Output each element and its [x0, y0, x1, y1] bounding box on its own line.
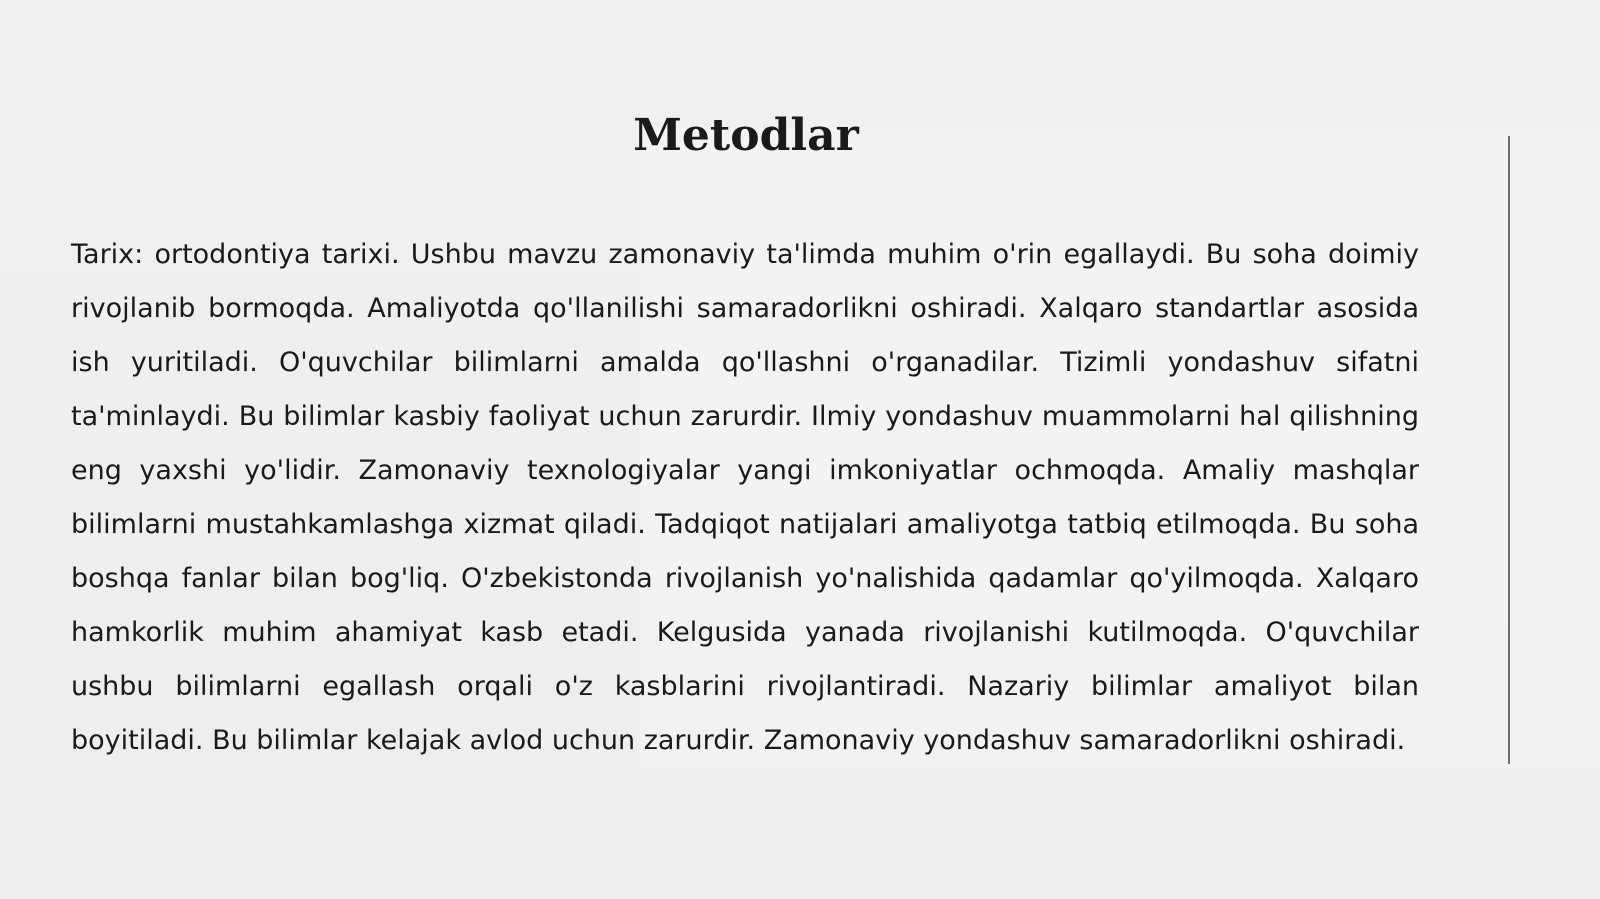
slide-title: Metodlar [633, 110, 859, 161]
vertical-divider [1508, 136, 1510, 764]
slide-body-text: Tarix: ortodontiya tarixi. Ushbu mavzu zamonaviy ta'limda muhim o'rin egallaydi. Bu soha doimiy rivojlanib bormoqda. Amaliyotda qo'llanilishi samaradorlikni oshiradi. Xalqaro standartlar asosida ish yuritiladi. O'quvchilar bilimlarni amalda qo'llashni o'rganadilar. Tizimli yondashuv sifatni ta'minlaydi. Bu bilimlar kasbiy faoliyat uchun zarurdir. Ilmiy yondashuv muammolarni hal qilishning eng yaxshi yo'lidir. Zamonaviy texnologiyalar yangi imkoniyatlar ochmoqda. Amaliy mashqlar bilimlarni mustahkamlashga xizmat qiladi. Tadqiqot natijalari amaliyotga tatbiq etilmoqda. Bu soha boshqa fanlar bilan bog'liq. O'zbekistonda rivojlanish yo'nalishida qadamlar qo'yilmoqda. Xalqaro hamkorlik muhim ahamiyat kasb etadi. Kelgusida yanada rivojlanishi kutilmoqda. O'quvchilar ushbu bilimlarni egallash orqali o'z kasblarini rivojlantiradi. Nazariy bilimlar amaliyot bilan boyitiladi. Bu bilimlar kelajak avlod uchun zarurdir. Zamonaviy yondashuv samaradorlikni oshiradi. [71, 239, 1419, 756]
